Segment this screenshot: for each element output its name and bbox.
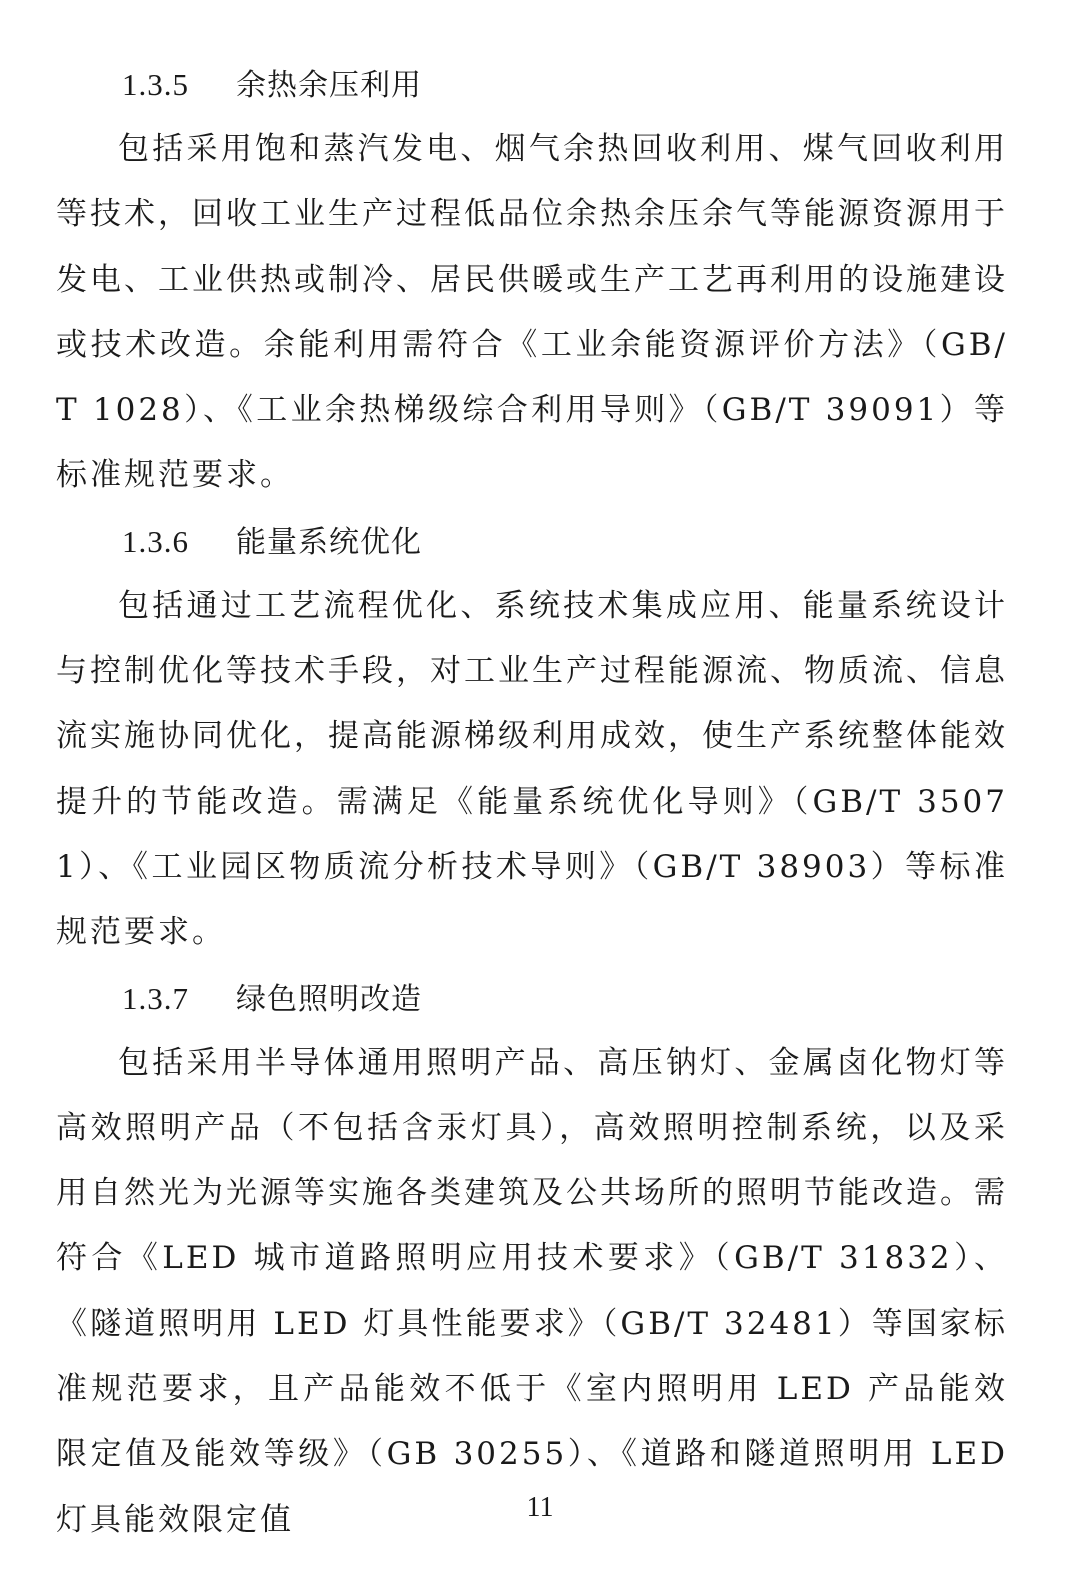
section-title: 余热余压利用 <box>236 68 422 103</box>
section-body-1-3-7: 包括采用半导体通用照明产品、高压钠灯、金属卤化物灯等高效照明产品（不包括含汞灯具），高效照明控制系统，以及采用自然光为光源等实施各类建筑及公共场所的照明节能改造。需符合《LED 城市道路照明应用技术要求》（GB/T 31832）、《隧道照明用 LED 灯具性能要求》（GB/T 32481）等国家标准规范要求，且产品能效不低于《室内照明用 LED 产品能效限定值及能效等级》（GB 30255）、《道路和隧道照明用 LED 灯具能效限定值 <box>56 1044 1008 1538</box>
section-number: 1.3.7 <box>122 980 189 1016</box>
section-title: 能量系统优化 <box>236 524 422 560</box>
section-title: 绿色照明改造 <box>236 981 422 1017</box>
document-page <box>56 52 1008 1553</box>
section-number: 1.3.6 <box>122 523 189 559</box>
section-heading-1-3-7 <box>56 966 1008 1031</box>
section-body-1-3-6: 包括通过工艺流程优化、系统技术集成应用、能量系统设计与控制优化等技术手段，对工业生产过程能源流、物质流、信息流实施协同优化，提高能源梯级利用成效，使生产系统整体能效提升的节能改造。需满足《能量系统优化导则》（GB/T 35071）、《工业园区物质流分析技术导则》（GB/T 38903）等标准规范要求。 <box>56 587 1008 951</box>
section-heading-1-3-5 <box>56 52 1008 117</box>
section-body-1-3-5: 包括采用饱和蒸汽发电、烟气余热回收利用、煤气回收利用等技术，回收工业生产过程低品位余热余压余气等能源资源用于发电、工业供热或制冷、居民供暖或生产工艺再利用的设施建设或技术改造。余能利用需符合《工业余能资源评价方法》（GB/T 1028）、《工业余热梯级综合利用导则》（GB/T 39091）等标准规范要求。 <box>56 131 1008 494</box>
page-number: 11 <box>526 1492 554 1523</box>
section-number: 1.3.5 <box>122 67 189 102</box>
section-heading-1-3-6 <box>56 509 1008 574</box>
